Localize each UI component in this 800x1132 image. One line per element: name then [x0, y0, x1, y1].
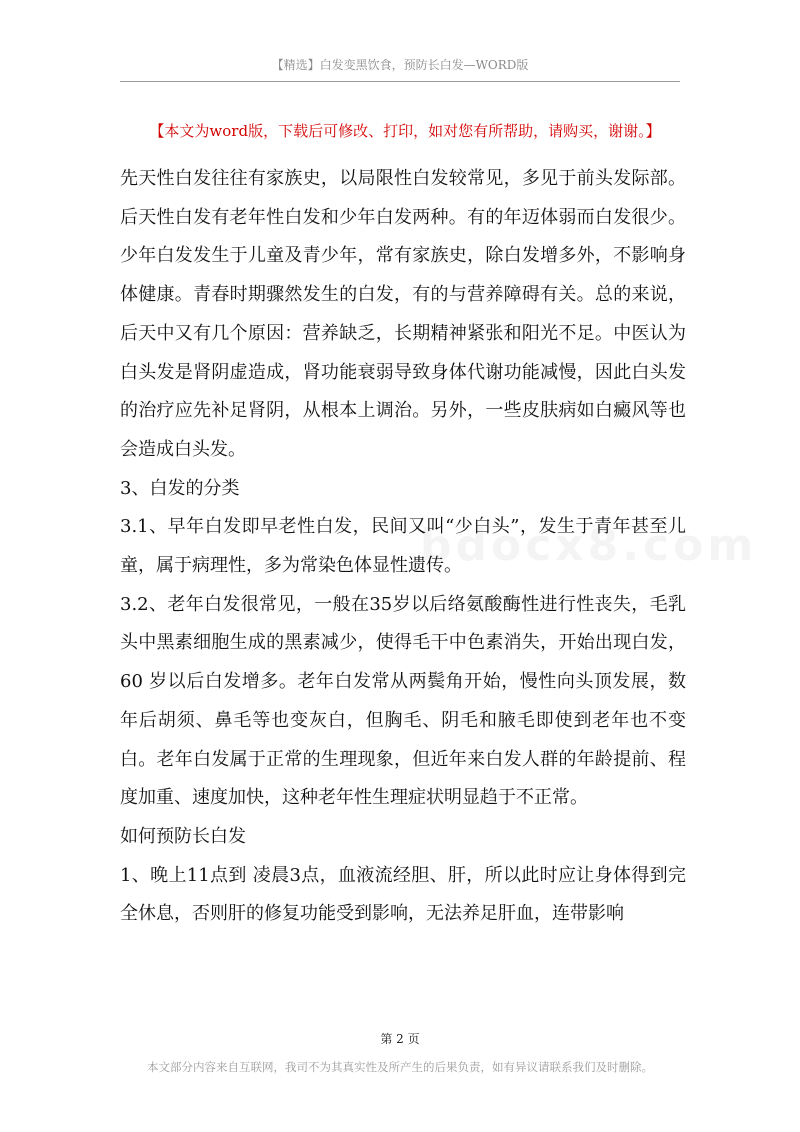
paragraph-senile-white-hair: 3.2、老年白发很常见，一般在35岁以后络氨酸酶性进行性丧失，毛乳头中黑素细胞生成的黑素减少，使得毛干中色素消失，开始出现白发，60 岁以后白发增多。老年白发常从两鬓角开始，慢性向头顶发展，数年后胡须、鼻毛等也变灰白，但胸毛、阴毛和腋毛即使到老年也不变白。老年白发属于正常的生理现象，但近年来白发人群的年龄提前、程度加重、速度加快，这种老年性生理症状明显趋于不正常。: [120, 593, 686, 809]
section-heading-classification: 3、白发的分类: [120, 477, 240, 499]
footer-disclaimer: 本文部分内容来自互联网，我司不为其真实性及所产生的后果负责，如有异议请联系我们及时删除。: [147, 1060, 653, 1074]
paragraph-prevention-1: 1、晚上11点到 凌晨3点，血液流经胆、肝，所以此时应让身体得到完全休息，否则肝的修复功能受到影响，无法养足肝血，连带影响: [120, 864, 686, 925]
download-notice: 【本文为word版，下载后可修改、打印，如对您有所帮助，请购买，谢谢。】: [149, 122, 661, 140]
page-header: 【精选】白发变黑饮食，预防长白发—WORD版: [120, 55, 680, 82]
document-body: [120, 160, 686, 934]
paragraph-causes: 先天性白发往往有家族史，以局限性白发较常见，多见于前头发际部。后天性白发有老年性白发和少年白发两种。有的年迈体弱而白发很少。少年白发发生于儿童及青少年，常有家族史，除白发增多外，不影响身体健康。青春时期骤然发生的白发，有的与营养障碍有关。总的来说，后天中又有几个原因：营养缺乏，长期精神紧张和阳光不足。中医认为白头发是肾阴虚造成，肾功能衰弱导致身体代谢功能减慢，因此白头发的治疗应先补足肾阴，从根本上调治。另外，一些皮肤病如白癜风等也会造成白头发。: [120, 168, 686, 460]
paragraph-early-white-hair: 3.1、早年白发即早老性白发，民间又叫“少白头”，发生于青年甚至儿童，属于病理性，多为常染色体显性遗传。: [120, 516, 686, 577]
page-number: 第 2 页: [380, 1032, 420, 1046]
section-heading-prevention: 如何预防长白发: [120, 825, 246, 847]
